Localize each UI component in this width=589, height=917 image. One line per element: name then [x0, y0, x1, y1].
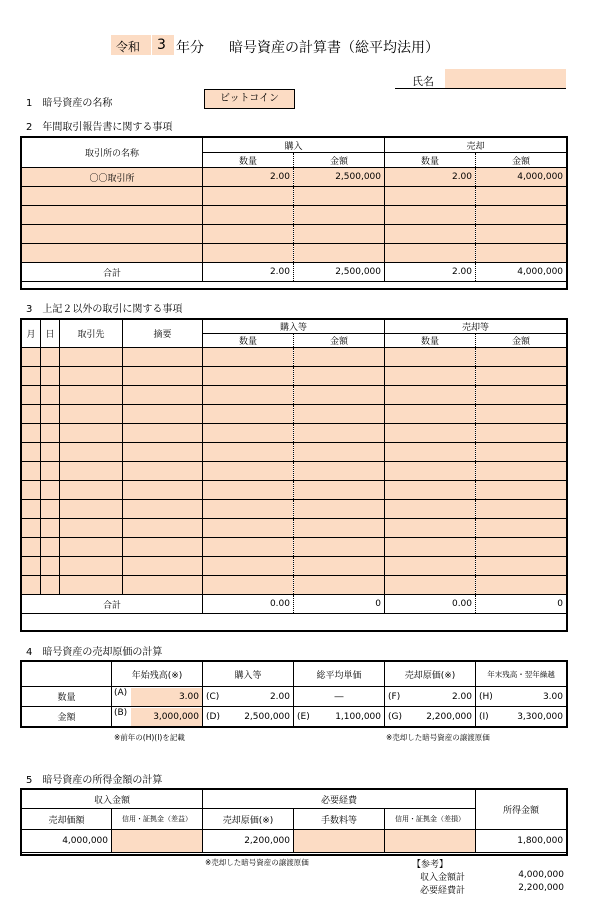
col-exchange-header: 取引所の名称: [22, 138, 203, 168]
desc-cell[interactable]: [123, 348, 203, 367]
table-row: [22, 500, 567, 519]
begin-amt-value[interactable]: 3,000,000: [131, 708, 202, 726]
sell-qty-cell[interactable]: 2.00: [385, 168, 476, 187]
sell-qty-cell[interactable]: [385, 348, 476, 367]
buy-amt-cell[interactable]: [294, 443, 385, 462]
label-F: (F): [388, 691, 401, 702]
margin-loss-value[interactable]: [385, 830, 476, 853]
sell-amt-cell[interactable]: [476, 386, 567, 405]
col-fee-header: 手数料等: [294, 809, 385, 830]
buy-qty-cell[interactable]: [203, 519, 294, 538]
buy-qty-cell[interactable]: [203, 206, 294, 225]
buy-amt-cell[interactable]: [294, 424, 385, 443]
desc-cell[interactable]: [123, 367, 203, 386]
begin-qty-cell: [112, 687, 203, 707]
buy-amt-cell[interactable]: [294, 244, 385, 263]
cost-amt-value: 2,200,000: [426, 711, 472, 722]
sell-amt-cell[interactable]: [476, 443, 567, 462]
buy-qty-cell[interactable]: 2.00: [203, 168, 294, 187]
other-transactions-table: [21, 319, 567, 614]
month-cell[interactable]: [22, 576, 41, 595]
col-profit-header: 所得金額: [476, 790, 567, 830]
sell-qty-cell[interactable]: [385, 187, 476, 206]
buy-qty-cell[interactable]: [203, 481, 294, 500]
sell-amt-cell[interactable]: [476, 481, 567, 500]
buy-amt-cell[interactable]: [294, 500, 385, 519]
sell-qty-cell[interactable]: [385, 424, 476, 443]
col-margin-gain-header: 信用・証拠金（差益）: [112, 809, 203, 830]
buy-qty-cell[interactable]: [203, 187, 294, 206]
margin-gain-value[interactable]: [112, 830, 203, 853]
col-buy-qty-header: 数量: [203, 153, 294, 168]
total-label: 合計: [22, 263, 203, 282]
end-amt-value: 3,300,000: [517, 711, 563, 722]
day-cell[interactable]: [41, 386, 60, 405]
party-cell[interactable]: [60, 386, 123, 405]
sell-qty-cell[interactable]: [385, 367, 476, 386]
col-buy-amt-header: 金額: [294, 153, 385, 168]
col-sell-amt-header: 金額: [476, 334, 567, 348]
col-party-header: 取引先: [60, 320, 123, 348]
table-row: [22, 443, 567, 462]
label-I: (I): [479, 711, 489, 722]
sell-amt-cell[interactable]: [476, 367, 567, 386]
desc-cell[interactable]: [123, 557, 203, 576]
buy-amt-cell[interactable]: 2,500,000: [294, 168, 385, 187]
total-buy-qty: 2.00: [203, 263, 294, 282]
sell-amt-cell[interactable]: [476, 348, 567, 367]
buy-amt-cell[interactable]: [294, 367, 385, 386]
cost-amt-cell: [385, 707, 476, 727]
label-G: (G): [388, 711, 402, 722]
party-cell[interactable]: [60, 557, 123, 576]
buy-amt-cell[interactable]: [294, 538, 385, 557]
table-row: [22, 481, 567, 500]
purchase-qty-cell: [203, 687, 294, 707]
buy-qty-cell[interactable]: [203, 367, 294, 386]
table-row: [22, 386, 567, 405]
party-cell[interactable]: [60, 348, 123, 367]
note-cost: ※売却した暗号資産の譲渡原価: [386, 733, 490, 742]
table-row: [22, 244, 567, 263]
row-amt-label: 金額: [22, 707, 112, 727]
sell-qty-cell[interactable]: [385, 225, 476, 244]
col-day-header: 日: [41, 320, 60, 348]
sell-amt-cell[interactable]: [476, 244, 567, 263]
page-title: 暗号資産の計算書（総平均法用）: [229, 40, 439, 56]
sell-qty-cell[interactable]: [385, 481, 476, 500]
buy-qty-cell[interactable]: [203, 443, 294, 462]
col-desc-header: 摘要: [123, 320, 203, 348]
desc-cell[interactable]: [123, 481, 203, 500]
col-sale-header: 売却: [385, 138, 567, 153]
table-row: [22, 424, 567, 443]
buy-qty-cell[interactable]: [203, 244, 294, 263]
section3-heading: 3 上記２以外の取引に関する事項: [26, 304, 183, 315]
table-row: [22, 576, 567, 595]
sell-amt-cell[interactable]: 4,000,000: [476, 168, 567, 187]
ref-expense-value: 2,200,000: [518, 883, 564, 893]
day-cell[interactable]: [41, 519, 60, 538]
desc-cell[interactable]: [123, 576, 203, 595]
col-purchase-header: 購入: [203, 138, 385, 153]
buy-amt-cell[interactable]: [294, 557, 385, 576]
cost-qty-cell: [385, 687, 476, 707]
end-qty-cell: [476, 687, 567, 707]
sell-qty-cell[interactable]: [385, 519, 476, 538]
buy-amt-cell[interactable]: [294, 481, 385, 500]
purchase-amt-value: 2,500,000: [244, 711, 290, 722]
month-cell[interactable]: [22, 348, 41, 367]
cost-calc-table: [21, 661, 567, 727]
cost-value: 2,200,000: [203, 830, 294, 853]
month-cell[interactable]: [22, 367, 41, 386]
end-amt-cell: [476, 707, 567, 727]
table-row: [22, 206, 567, 225]
fee-value[interactable]: [294, 830, 385, 853]
desc-cell[interactable]: [123, 386, 203, 405]
month-cell[interactable]: [22, 386, 41, 405]
col-purchase-header: 購入等: [203, 320, 385, 334]
buy-amt-cell[interactable]: [294, 348, 385, 367]
col-month-header: 月: [22, 320, 41, 348]
col-avg-header: 総平均単価: [294, 662, 385, 687]
table-row: [22, 367, 567, 386]
label-D: (D): [206, 711, 220, 722]
label-A: (A): [114, 687, 128, 698]
desc-cell[interactable]: [123, 500, 203, 519]
party-cell[interactable]: [60, 481, 123, 500]
corner-cell: [22, 662, 112, 687]
begin-amt-cell: [112, 707, 203, 727]
ref-income-label: 収入金額計: [420, 873, 466, 883]
purchase-qty-value: 2.00: [269, 691, 290, 702]
total-sell-amt: 0: [476, 595, 567, 614]
profit-value: 1,800,000: [476, 830, 567, 853]
col-sell-qty-header: 数量: [385, 153, 476, 168]
ref-expense-label: 必要経費計: [420, 886, 466, 896]
day-cell[interactable]: [41, 348, 60, 367]
buy-amt-cell[interactable]: [294, 225, 385, 244]
party-cell[interactable]: [60, 500, 123, 519]
sales-value: 4,000,000: [22, 830, 112, 853]
month-cell[interactable]: [22, 481, 41, 500]
asset-name-field[interactable]: ビットコイン: [204, 89, 295, 109]
sell-amt-cell[interactable]: [476, 405, 567, 424]
buy-amt-cell[interactable]: [294, 187, 385, 206]
note-cost-5: ※売却した暗号資産の譲渡原価: [205, 858, 309, 867]
total-row: [22, 595, 567, 614]
col-end-header: 年末残高・翌年繰越: [476, 662, 567, 687]
total-label: 合計: [22, 595, 203, 614]
section5-heading: 5 暗号資産の所得金額の計算: [26, 775, 163, 786]
party-cell[interactable]: [60, 443, 123, 462]
income-calc-table: [21, 789, 567, 853]
sell-qty-cell[interactable]: [385, 557, 476, 576]
buy-qty-cell[interactable]: [203, 500, 294, 519]
total-sell-qty: 0.00: [385, 595, 476, 614]
sell-qty-cell[interactable]: [385, 576, 476, 595]
col-margin-loss-header: 信用・証拠金（差損）: [385, 809, 476, 830]
buy-qty-cell[interactable]: [203, 386, 294, 405]
sell-amt-cell[interactable]: [476, 206, 567, 225]
purchase-amt-cell: [203, 707, 294, 727]
exchange-name-cell[interactable]: [22, 187, 203, 206]
col-cost-header: 売却原価(※): [385, 662, 476, 687]
day-cell[interactable]: [41, 500, 60, 519]
sell-qty-cell[interactable]: [385, 500, 476, 519]
month-cell[interactable]: [22, 519, 41, 538]
annual-report-table: [21, 137, 567, 282]
ref-income-value: 4,000,000: [518, 870, 564, 880]
avg-amt-cell: [294, 707, 385, 727]
col-buy-amt-header: 金額: [294, 334, 385, 348]
party-cell[interactable]: [60, 576, 123, 595]
exchange-name-cell[interactable]: [22, 206, 203, 225]
buy-qty-cell[interactable]: [203, 462, 294, 481]
avg-qty-cell: ―: [294, 687, 385, 707]
party-cell[interactable]: [60, 519, 123, 538]
sell-amt-cell[interactable]: [476, 462, 567, 481]
month-cell[interactable]: [22, 462, 41, 481]
day-cell[interactable]: [41, 462, 60, 481]
day-cell[interactable]: [41, 576, 60, 595]
exchange-name-cell[interactable]: 〇〇取引所: [22, 168, 203, 187]
label-H: (H): [479, 691, 493, 702]
day-cell[interactable]: [41, 424, 60, 443]
table-row: [22, 187, 567, 206]
name-label: 氏名: [412, 75, 434, 88]
name-field[interactable]: [445, 69, 566, 88]
sell-amt-cell[interactable]: [476, 538, 567, 557]
month-cell[interactable]: [22, 443, 41, 462]
day-cell[interactable]: [41, 481, 60, 500]
reference-title: 【参考】: [412, 860, 449, 870]
month-cell[interactable]: [22, 557, 41, 576]
col-buy-qty-header: 数量: [203, 334, 294, 348]
buy-amt-cell[interactable]: [294, 462, 385, 481]
sell-qty-cell[interactable]: [385, 206, 476, 225]
buy-amt-cell[interactable]: [294, 519, 385, 538]
buy-qty-cell[interactable]: [203, 424, 294, 443]
year-suffix: 年分: [176, 40, 204, 56]
sell-qty-cell[interactable]: [385, 386, 476, 405]
sell-amt-cell[interactable]: [476, 187, 567, 206]
party-cell[interactable]: [60, 538, 123, 557]
total-sell-qty: 2.00: [385, 263, 476, 282]
sell-qty-cell[interactable]: [385, 405, 476, 424]
table-row: [22, 348, 567, 367]
party-cell[interactable]: [60, 405, 123, 424]
sell-qty-cell[interactable]: [385, 462, 476, 481]
total-buy-qty: 0.00: [203, 595, 294, 614]
buy-qty-cell[interactable]: [203, 225, 294, 244]
col-cost-header: 売却原価(※): [203, 809, 294, 830]
sell-amt-cell[interactable]: [476, 225, 567, 244]
section1-heading: 1 暗号資産の名称: [26, 98, 113, 109]
month-cell[interactable]: [22, 538, 41, 557]
month-cell[interactable]: [22, 424, 41, 443]
buy-qty-cell[interactable]: [203, 557, 294, 576]
party-cell[interactable]: [60, 367, 123, 386]
sell-amt-cell[interactable]: [476, 500, 567, 519]
buy-amt-cell[interactable]: [294, 386, 385, 405]
day-cell[interactable]: [41, 538, 60, 557]
party-cell[interactable]: [60, 424, 123, 443]
era-label: 令和: [116, 40, 141, 54]
year-value: 3: [157, 37, 166, 53]
desc-cell[interactable]: [123, 443, 203, 462]
col-begin-header: 年始残高(※): [112, 662, 203, 687]
exchange-name-cell[interactable]: [22, 244, 203, 263]
sell-amt-cell[interactable]: [476, 557, 567, 576]
day-cell[interactable]: [41, 443, 60, 462]
begin-qty-value[interactable]: 3.00: [131, 688, 202, 706]
total-sell-amt: 4,000,000: [476, 263, 567, 282]
table-row: [22, 538, 567, 557]
day-cell[interactable]: [41, 405, 60, 424]
name-underline: [395, 88, 566, 89]
label-B: (B): [114, 707, 128, 718]
total-row: [22, 263, 567, 282]
buy-amt-cell[interactable]: [294, 206, 385, 225]
col-sell-amt-header: 金額: [476, 153, 567, 168]
day-cell[interactable]: [41, 557, 60, 576]
buy-qty-cell[interactable]: [203, 405, 294, 424]
buy-amt-cell[interactable]: [294, 576, 385, 595]
col-sell-qty-header: 数量: [385, 334, 476, 348]
col-sale-header: 売却等: [385, 320, 567, 334]
total-buy-amt: 2,500,000: [294, 263, 385, 282]
sell-amt-cell[interactable]: [476, 576, 567, 595]
label-E: (E): [297, 711, 310, 722]
buy-qty-cell[interactable]: [203, 538, 294, 557]
desc-cell[interactable]: [123, 538, 203, 557]
month-cell[interactable]: [22, 405, 41, 424]
end-qty-value: 3.00: [542, 691, 563, 702]
table-row: [22, 557, 567, 576]
table-row: [22, 168, 567, 187]
table-row: [22, 519, 567, 538]
desc-cell[interactable]: [123, 424, 203, 443]
table-row: [22, 405, 567, 424]
sell-qty-cell[interactable]: [385, 244, 476, 263]
label-C: (C): [206, 691, 220, 702]
sell-qty-cell[interactable]: [385, 443, 476, 462]
table-row: [22, 225, 567, 244]
section2-heading: 2 年間取引報告書に関する事項: [26, 122, 173, 133]
col-income-header: 収入金額: [22, 790, 203, 809]
table-row: [22, 462, 567, 481]
sell-amt-cell[interactable]: [476, 424, 567, 443]
sell-amt-cell[interactable]: [476, 519, 567, 538]
col-expense-header: 必要経費: [203, 790, 476, 809]
col-sales-header: 売却価額: [22, 809, 112, 830]
section4-heading: 4 暗号資産の売却原価の計算: [26, 647, 163, 658]
day-cell[interactable]: [41, 367, 60, 386]
note-prev-year: ※前年の(H)(I)を記載: [114, 733, 185, 742]
cost-qty-value: 2.00: [451, 691, 472, 702]
buy-qty-cell[interactable]: [203, 576, 294, 595]
desc-cell[interactable]: [123, 462, 203, 481]
row-qty-label: 数量: [22, 687, 112, 707]
party-cell[interactable]: [60, 462, 123, 481]
total-buy-amt: 0: [294, 595, 385, 614]
desc-cell[interactable]: [123, 519, 203, 538]
buy-amt-cell[interactable]: [294, 405, 385, 424]
sell-qty-cell[interactable]: [385, 538, 476, 557]
desc-cell[interactable]: [123, 405, 203, 424]
col-purchase-header: 購入等: [203, 662, 294, 687]
avg-amt-value: 1,100,000: [335, 711, 381, 722]
exchange-name-cell[interactable]: [22, 225, 203, 244]
buy-qty-cell[interactable]: [203, 348, 294, 367]
month-cell[interactable]: [22, 500, 41, 519]
